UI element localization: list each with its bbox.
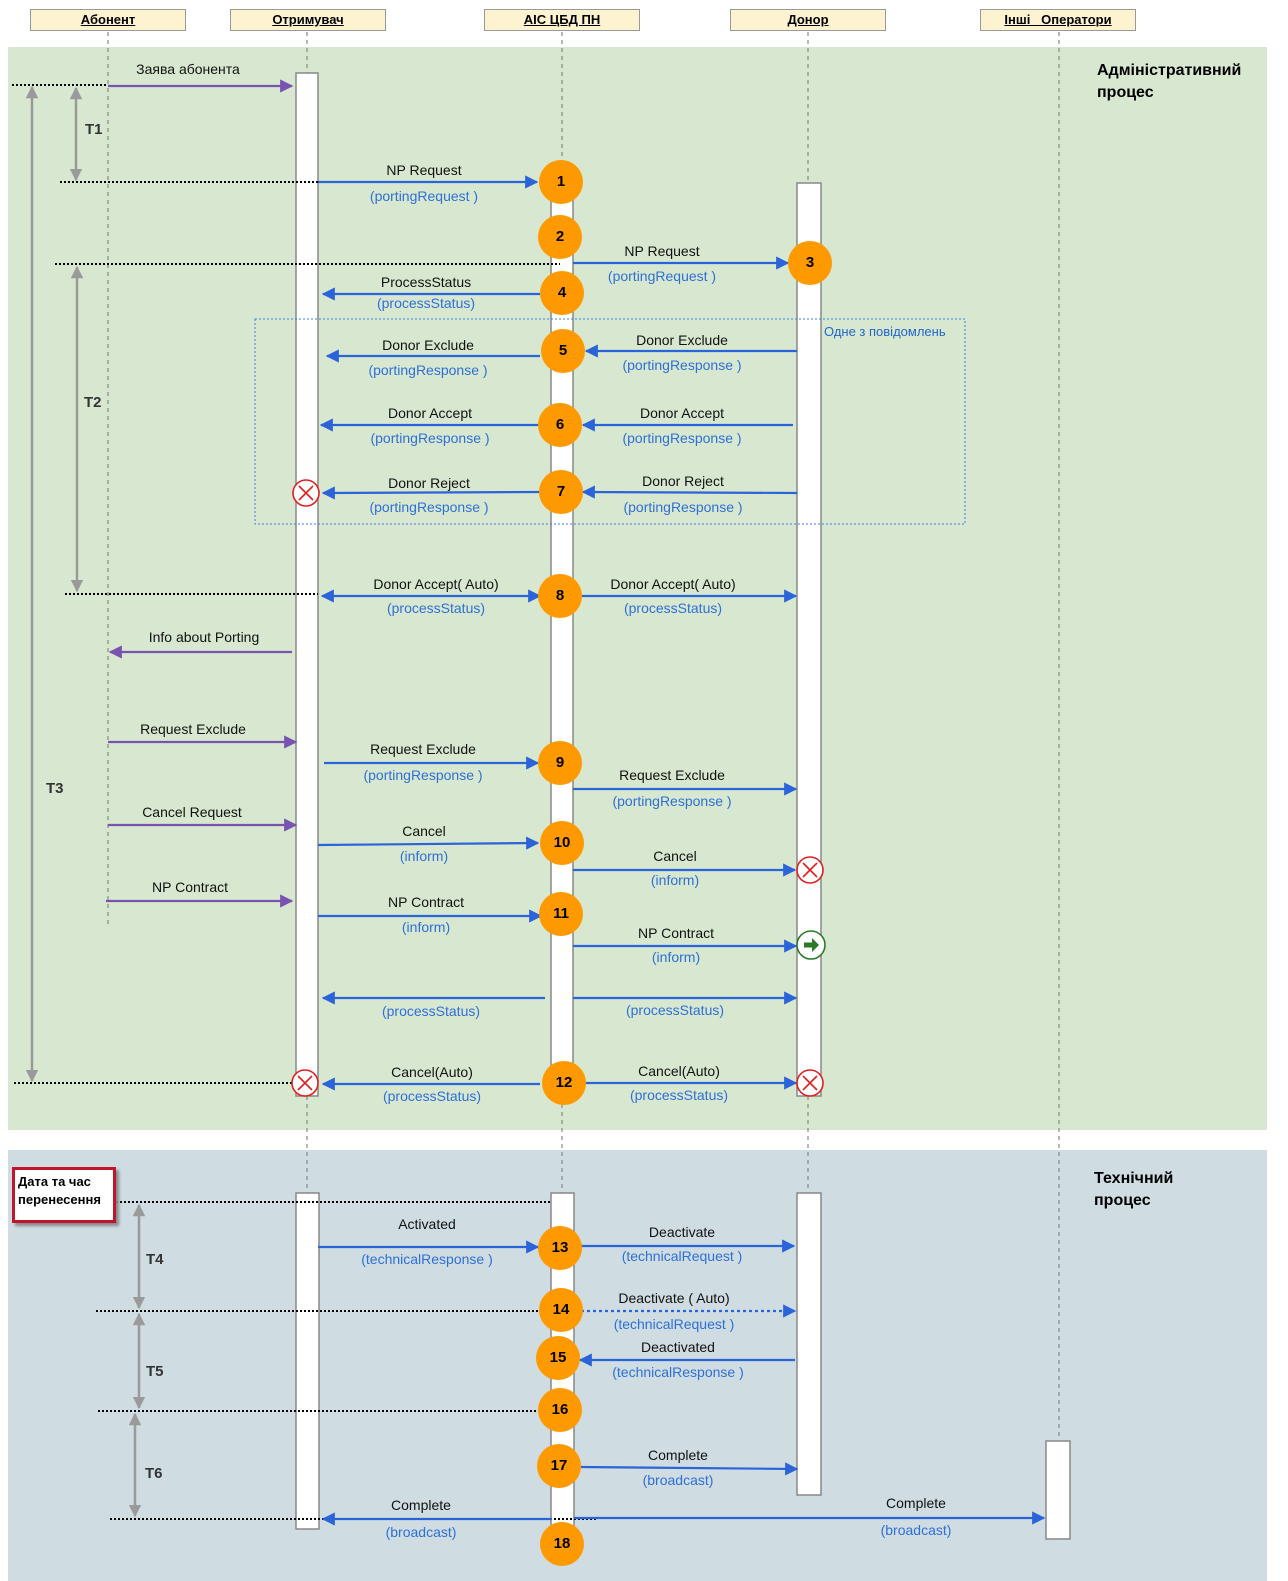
message-sublabel: (technicalRequest ): [613, 1316, 735, 1332]
step-badge: 3: [788, 241, 832, 285]
step-badge: 5: [541, 329, 585, 373]
message-sublabel: (processStatus): [386, 600, 486, 616]
message-label: Request Exclude: [140, 721, 246, 737]
activation-donor-tech: [797, 1193, 821, 1495]
step-badge: 13: [538, 1226, 582, 1270]
message-sublabel: (inform): [650, 872, 700, 888]
message-sublabel: (processStatus): [625, 1002, 725, 1018]
cancel-icon: [292, 1070, 318, 1096]
message-sublabel: (processStatus): [623, 600, 723, 616]
message-sublabel: (processStatus): [376, 295, 476, 311]
message-label: Donor Accept: [387, 405, 473, 421]
message-label: Deactivate ( Auto): [618, 1290, 730, 1306]
message-label: Info about Porting: [148, 629, 260, 645]
activation-receiver-tech: [296, 1193, 319, 1529]
message-label: NP Request: [386, 162, 462, 178]
message-label: Cancel(Auto): [638, 1063, 720, 1079]
participant-abonent: Абонент: [30, 9, 186, 31]
porting-datetime-note: Дата та час перенесення: [12, 1167, 116, 1223]
reject-icon: [293, 480, 319, 506]
interval-label-t6: T6: [145, 1465, 163, 1482]
message-label: Complete: [391, 1497, 451, 1513]
step-badge: 9: [538, 741, 582, 785]
message-sublabel: (portingRequest ): [369, 188, 479, 204]
step-badge: 12: [542, 1061, 586, 1105]
step-badge: 7: [539, 470, 583, 514]
message-sublabel: (portingRequest ): [607, 268, 717, 284]
message-sublabel: (portingResponse ): [370, 430, 490, 446]
message-label: Cancel: [402, 823, 446, 839]
message-sublabel: (technicalResponse ): [612, 1364, 744, 1380]
message-sublabel: (processStatus): [381, 1003, 481, 1019]
message-sublabel: (inform): [401, 919, 451, 935]
message-sublabel: (broadcast): [642, 1472, 714, 1488]
message-label: Donor Exclude: [636, 332, 728, 348]
tech-process-title: Технічний процес: [1094, 1170, 1174, 1209]
message-label: Donor Accept( Auto): [610, 576, 736, 592]
message-label: Complete: [648, 1447, 708, 1463]
message-label: NP Contract: [638, 925, 714, 941]
step-badge: 15: [536, 1336, 580, 1380]
step-badge: 11: [539, 892, 583, 936]
participant-donor: Донор: [730, 9, 886, 31]
message-sublabel: (portingResponse ): [622, 430, 742, 446]
message-sublabel: (portingResponse ): [623, 499, 743, 515]
step-badge: 8: [538, 574, 582, 618]
activation-cdb-admin: [551, 180, 573, 1098]
interval-label-t4: T4: [146, 1251, 164, 1268]
message-sublabel: (portingResponse ): [622, 357, 742, 373]
message-sublabel: (portingResponse ): [368, 362, 488, 378]
message-label: Cancel Request: [142, 804, 242, 820]
interval-label-t2: T2: [84, 394, 102, 411]
message-label: Donor Reject: [642, 473, 724, 489]
participant-cdb: АІС ЦБД ПН: [484, 9, 640, 31]
step-badge: 14: [539, 1288, 583, 1332]
message-label: Donor Exclude: [382, 337, 474, 353]
message-sublabel: (technicalResponse ): [361, 1251, 493, 1267]
message-sublabel: (processStatus): [629, 1087, 729, 1103]
interval-label-t5: T5: [146, 1363, 164, 1380]
step-badge: 17: [537, 1444, 581, 1488]
activation-others: [1046, 1441, 1070, 1539]
message-label: Donor Accept( Auto): [373, 576, 499, 592]
message-label: Complete: [886, 1495, 946, 1511]
step-badge: 10: [540, 821, 584, 865]
participant-receiver: Отримувач: [230, 9, 386, 31]
step-badge: 16: [538, 1388, 582, 1432]
cancel-icon: [797, 857, 823, 883]
message-label: Request Exclude: [370, 741, 476, 757]
participant-other-operators: Інші Оператори: [980, 9, 1136, 31]
message-sublabel: (processStatus): [382, 1088, 482, 1104]
step-badge: 2: [538, 215, 582, 259]
message-label: NP Request: [624, 243, 700, 259]
admin-process-title: Адміністративний процес: [1097, 62, 1242, 101]
message-sublabel: (technicalRequest ): [621, 1248, 743, 1264]
message-label: Donor Accept: [639, 405, 725, 421]
message-arrow: [583, 492, 797, 493]
interval-label-t3: T3: [46, 780, 64, 797]
interval-label-t1: T1: [85, 121, 103, 138]
step-badge: 4: [540, 271, 584, 315]
message-label: Cancel: [653, 848, 697, 864]
activation-receiver-admin: [296, 73, 318, 1096]
message-sublabel: (inform): [399, 848, 449, 864]
message-label: Deactivated: [641, 1339, 715, 1355]
forward-icon: [797, 931, 825, 959]
message-label: Donor Reject: [388, 475, 470, 491]
message-label: NP Contract: [152, 879, 228, 895]
message-sublabel: (inform): [651, 949, 701, 965]
step-badge: 1: [539, 160, 583, 204]
message-label: Deactivate: [648, 1224, 716, 1240]
message-sublabel: (broadcast): [385, 1524, 457, 1540]
step-badge: 6: [538, 403, 582, 447]
cancel-icon: [797, 1070, 823, 1096]
message-label: Activated: [398, 1216, 456, 1232]
step-badge: 18: [540, 1522, 584, 1566]
message-arrow: [323, 492, 540, 493]
message-sublabel: (portingResponse ): [363, 767, 483, 783]
message-label: Cancel(Auto): [391, 1064, 473, 1080]
message-sublabel: (portingResponse ): [369, 499, 489, 515]
message-sublabel: (portingResponse ): [612, 793, 732, 809]
message-label: Request Exclude: [619, 767, 725, 783]
message-label: Заява абонента: [136, 61, 240, 77]
message-label: NP Contract: [388, 894, 464, 910]
message-label: ProcessStatus: [380, 274, 472, 290]
message-sublabel: (broadcast): [880, 1522, 952, 1538]
one-of-messages-label: Одне з повідомлень: [824, 324, 946, 339]
